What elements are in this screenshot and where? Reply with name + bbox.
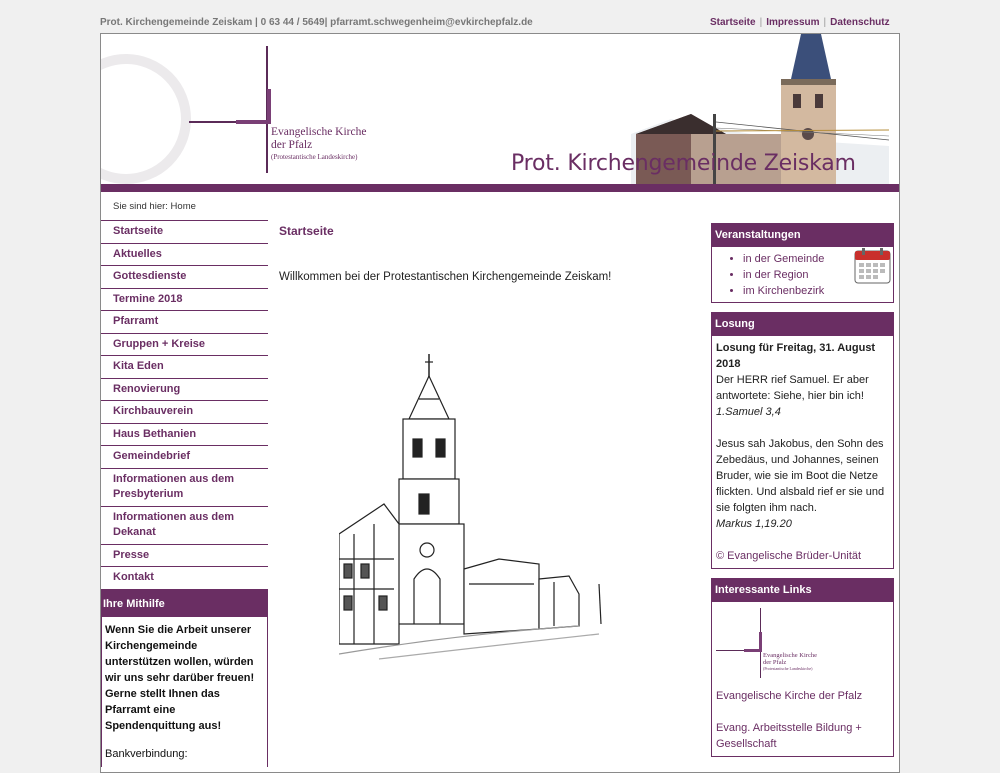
- main-content: [279, 224, 689, 283]
- nav-item-startseite[interactable]: Startseite: [101, 220, 268, 243]
- nav-item-gottesdienste[interactable]: Gottesdienste: [101, 265, 268, 288]
- losung-text: Der HERR rief Samuel. Er aber antwortete: Siehe, hier bin ich!: [716, 374, 869, 402]
- events-link-kirchenbezirk[interactable]: im Kirchenbezirk: [743, 285, 825, 297]
- events-box: [711, 223, 894, 303]
- nav-item-haus-bethanien[interactable]: Haus Bethanien: [101, 423, 268, 446]
- nav-item-dekanat[interactable]: Informationen aus dem Dekanat: [101, 506, 268, 544]
- events-link-region[interactable]: in der Region: [743, 269, 809, 281]
- nav-item-pfarramt[interactable]: Pfarramt: [101, 310, 268, 333]
- losung-body: [711, 336, 894, 569]
- page-title: Startseite: [279, 224, 334, 238]
- church-seal-watermark: [101, 54, 191, 184]
- top-link-datenschutz[interactable]: Datenschutz: [830, 17, 890, 28]
- links-box: [711, 578, 894, 757]
- mithilfe-text: Wenn Sie die Arbeit unserer Kirchengemeinde unterstützen wollen, würden wir uns sehr darüber freuen! Gerne stellt Ihnen das Pfarramt eine Spendenquittung aus!: [105, 623, 255, 732]
- losung-box: [711, 312, 894, 569]
- top-link-separator: |: [823, 17, 827, 28]
- logo-text: Evangelische Kirche der Pfalz (Protestantische Landeskirche): [271, 126, 367, 161]
- calendar-icon[interactable]: [854, 248, 891, 284]
- link-arbeitsstelle[interactable]: Evang. Arbeitsstelle Bildung + Gesellschaft: [716, 722, 862, 750]
- losung-copyright-link[interactable]: © Evangelische Brüder-Unität: [716, 550, 862, 562]
- events-link-gemeinde[interactable]: in der Gemeinde: [743, 253, 825, 265]
- nav-item-kontakt[interactable]: Kontakt: [101, 566, 268, 589]
- top-link-impressum[interactable]: Impressum: [766, 17, 820, 28]
- sidebar-nav: [101, 220, 268, 767]
- welcome-text: Willkommen bei der Protestantischen Kirchengemeinde Zeiskam!: [279, 271, 612, 283]
- right-sidebar: [711, 223, 894, 766]
- nav-item-presbyterium[interactable]: Informationen aus dem Presbyterium: [101, 468, 268, 506]
- lehrtext: Jesus sah Jakobus, den Sohn des Zebedäus, und Johannes, seinen Bruder, wie sie im Boot die Netze flickten. Und alsbald rief er sie und sie folgten ihm nach.: [716, 438, 885, 514]
- top-link-separator: |: [759, 17, 763, 28]
- losung-heading: Losung: [711, 312, 894, 336]
- contact-info: Prot. Kirchengemeinde Zeiskam | 0 63 44 / 5649| pfarramt.schwegenheim@evkirchepfalz.de: [100, 17, 533, 28]
- mithilfe-heading: Ihre Mithilfe: [101, 589, 268, 617]
- nav-item-kirchbauverein[interactable]: Kirchbauverein: [101, 400, 268, 423]
- losung-reference: 1.Samuel 3,4: [716, 406, 781, 418]
- top-links: [710, 17, 893, 28]
- breadcrumb: Sie sind hier: Home: [113, 201, 196, 212]
- bank-label: Bankverbindung:: [105, 747, 188, 760]
- links-body: [711, 602, 894, 757]
- lehrtext-reference: Markus 1,19.20: [716, 518, 792, 530]
- header-divider-bar: [101, 184, 899, 192]
- nav-item-gemeindebrief[interactable]: Gemeindebrief: [101, 445, 268, 468]
- church-sketch-image: [339, 354, 619, 664]
- site-title: Prot. Kirchengemeinde Zeiskam: [511, 151, 856, 176]
- links-heading: Interessante Links: [711, 578, 894, 602]
- site-header: [101, 34, 899, 186]
- link-ekpfalz[interactable]: Evangelische Kirche der Pfalz: [716, 690, 863, 702]
- nav-item-renovierung[interactable]: Renovierung: [101, 378, 268, 401]
- mithilfe-box: [101, 617, 268, 767]
- nav-item-gruppen-kreise[interactable]: Gruppen + Kreise: [101, 333, 268, 356]
- nav-item-termine[interactable]: Termine 2018: [101, 288, 268, 311]
- events-item[interactable]: [743, 283, 889, 299]
- nav-item-presse[interactable]: Presse: [101, 544, 268, 567]
- top-contact-bar: [100, 17, 900, 31]
- events-heading: Veranstaltungen: [711, 223, 894, 247]
- top-link-startseite[interactable]: Startseite: [710, 17, 756, 28]
- losung-date: Losung für Freitag, 31. August 2018: [716, 342, 876, 370]
- ekpfalz-mini-logo[interactable]: Evangelische Kirche der Pfalz (Protestantische Landeskirche): [716, 608, 836, 680]
- nav-item-aktuelles[interactable]: Aktuelles: [101, 243, 268, 266]
- logo-cross-square: [236, 89, 271, 124]
- nav-item-kita-eden[interactable]: Kita Eden: [101, 355, 268, 378]
- page-container: [100, 33, 900, 773]
